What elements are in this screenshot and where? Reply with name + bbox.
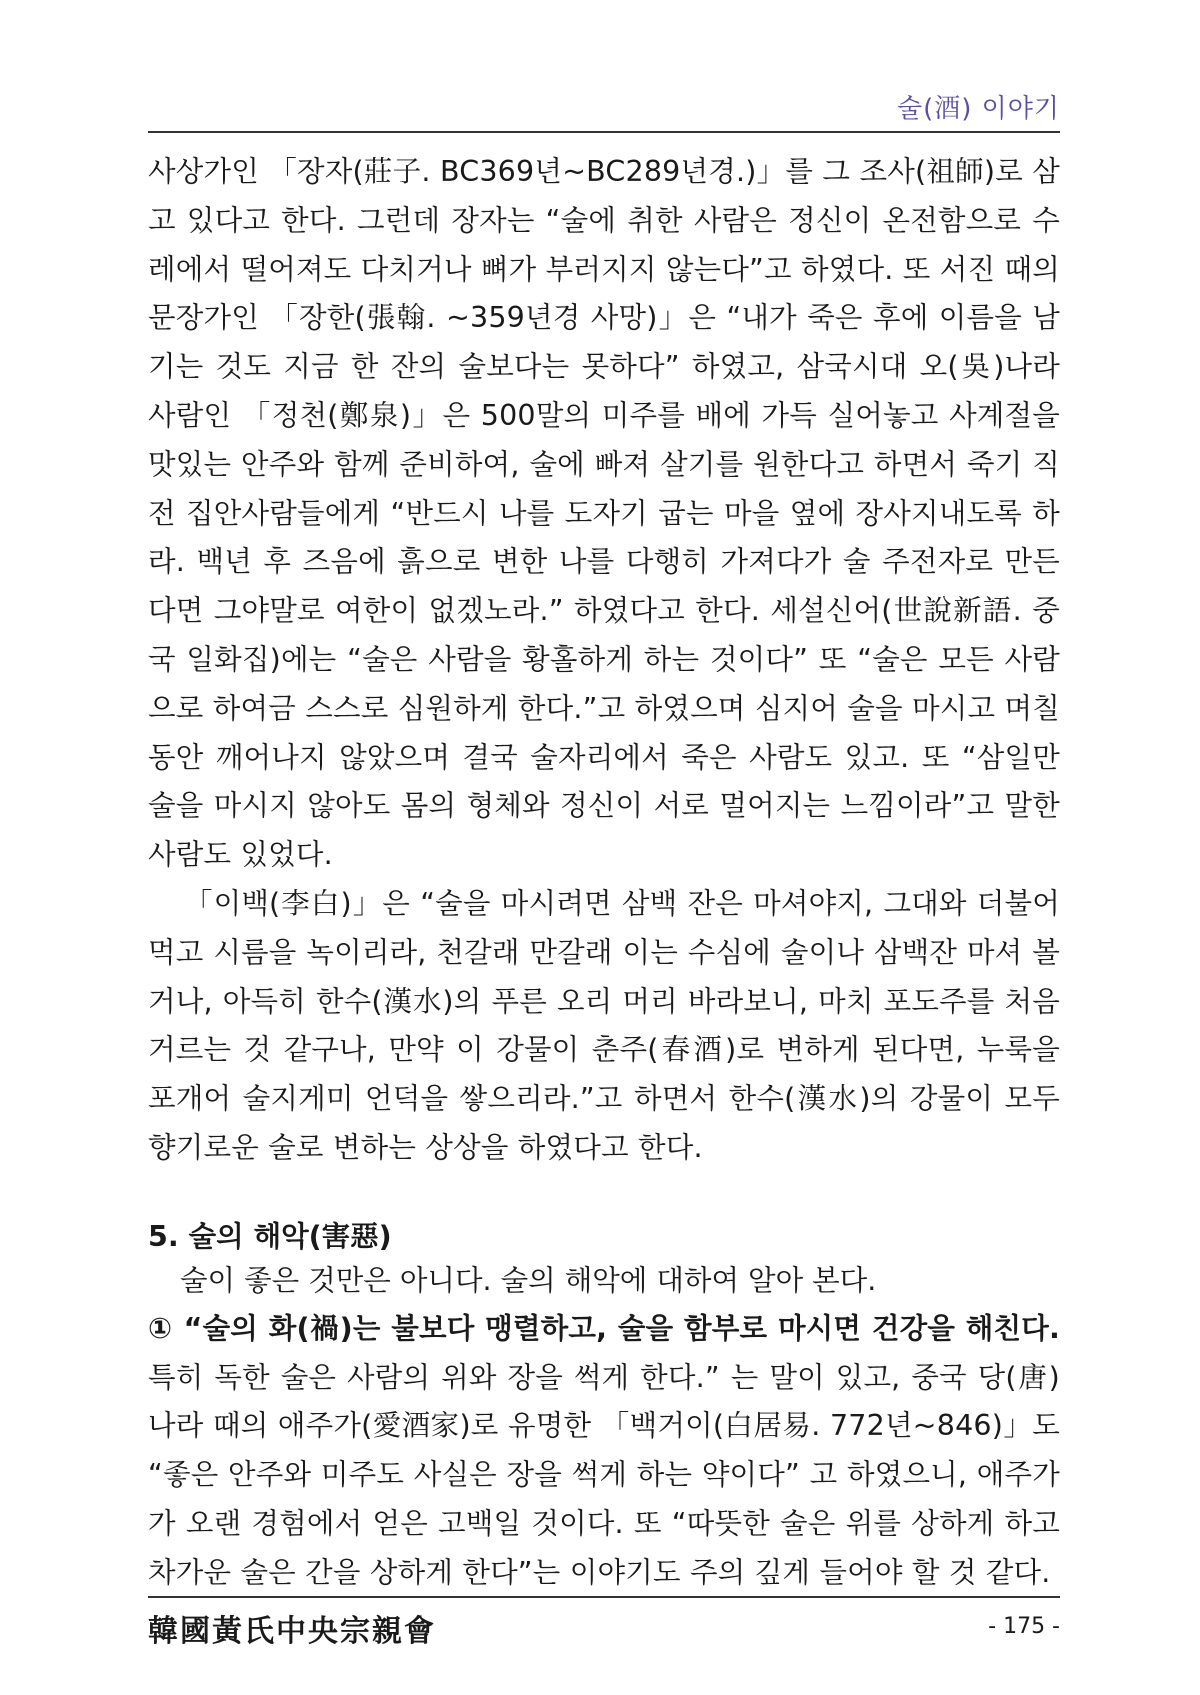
paragraph-3-rest: 특히 독한 술은 사람의 위와 장을 썩게 한다.” 는 말이 있고, 중국 당(唐)나라 때의 애주가(愛酒家)로 유명한 「백거이(白居易. 772년~846)」도 “좋은 안주와 미주도 사실은 장을 썩게 하는 약이다” 고 하였으니, 애주가가 오랜 경험에서 얻은 고백일 것이다. 또 “따뜻한 술은 위를 상하게 하고 차가운 술은 간을 상하게 한다”는 이야기도 주의 깊게 들어야 할 것 같다.	[148, 1360, 1060, 1589]
paragraph-3	[148, 1305, 1060, 1598]
paragraph-3-bold: ① “술의 화(禍)는 불보다 맹렬하고, 술을 함부로 마시면 건강을 해친다.	[148, 1311, 1060, 1345]
header-divider	[148, 131, 1060, 133]
footer-divider	[148, 1596, 1060, 1598]
section-lead: 술이 좋은 것만은 아니다. 술의 해악에 대하여 알아 본다.	[180, 1263, 877, 1297]
body-text	[148, 148, 1060, 1598]
section-heading: 5. 술의 해악(害惡)	[148, 1219, 392, 1253]
footer-organization: 韓國黃氏中央宗親會	[148, 1614, 436, 1649]
paragraph-2: 「이백(李白)」은 “술을 마시려면 삼백 잔은 마셔야지, 그대와 더불어 먹고 시름을 녹이리라, 천갈래 만갈래 이는 수심에 술이나 삼백잔 마셔 볼거나, 아득히 한수(漢水)의 푸른 오리 머리 바라보니, 마치 포도주를 처음 거르는 것 같구나, 만약 이 강물이 춘주(春酒)로 변하게 된다면, 누룩을 포개어 술지게미 언덕을 쌓으리라.”고 하면서 한수(漢水)의 강물이 모두 향기로운 술로 변하는 상상을 하였다고 한다.	[148, 886, 1060, 1164]
running-header-title: 술(酒) 이야기	[896, 94, 1060, 124]
page-number: - 175 -	[988, 1614, 1060, 1639]
paragraph-1: 사상가인 「장자(莊子. BC369년~BC289년경.)」를 그 조사(祖師)로 삼고 있다고 한다. 그런데 장자는 “술에 취한 사람은 정신이 온전함으로 수레에서 떨어져도 다치거나 뼈가 부러지지 않는다”고 하였다. 또 서진 때의 문장가인 「장한(張翰. ~359년경 사망)」은 “내가 죽은 후에 이름을 남기는 것도 지금 한 잔의 술보다는 못하다” 하였고, 삼국시대 오(吳)나라 사람인 「정천(鄭泉)」은 500말의 미주를 배에 가득 실어놓고 사계절을 맛있는 안주와 함께 준비하여, 술에 빠져 살기를 원한다고 하면서 죽기 직전 집안사람들에게 “반드시 나를 도자기 굽는 마을 옆에 장사지내도록 하라. 백년 후 즈음에 흙으로 변한 나를 다행히 가져다가 술 주전자로 만든다면 그야말로 여한이 없겠노라.” 하였다고 한다. 세설신어(世說新語. 중국 일화집)에는 “술은 사람을 황홀하게 하는 것이다” 또 “술은 모든 사람으로 하여금 스스로 심원하게 한다.”고 하였으며 심지어 술을 마시고 며칠 동안 깨어나지 않았으며 결국 술자리에서 죽은 사람도 있고. 또 “삼일만 술을 마시지 않아도 몸의 형체와 정신이 서로 멀어지는 느낌이라”고 말한 사람도 있었다.	[148, 155, 1060, 872]
